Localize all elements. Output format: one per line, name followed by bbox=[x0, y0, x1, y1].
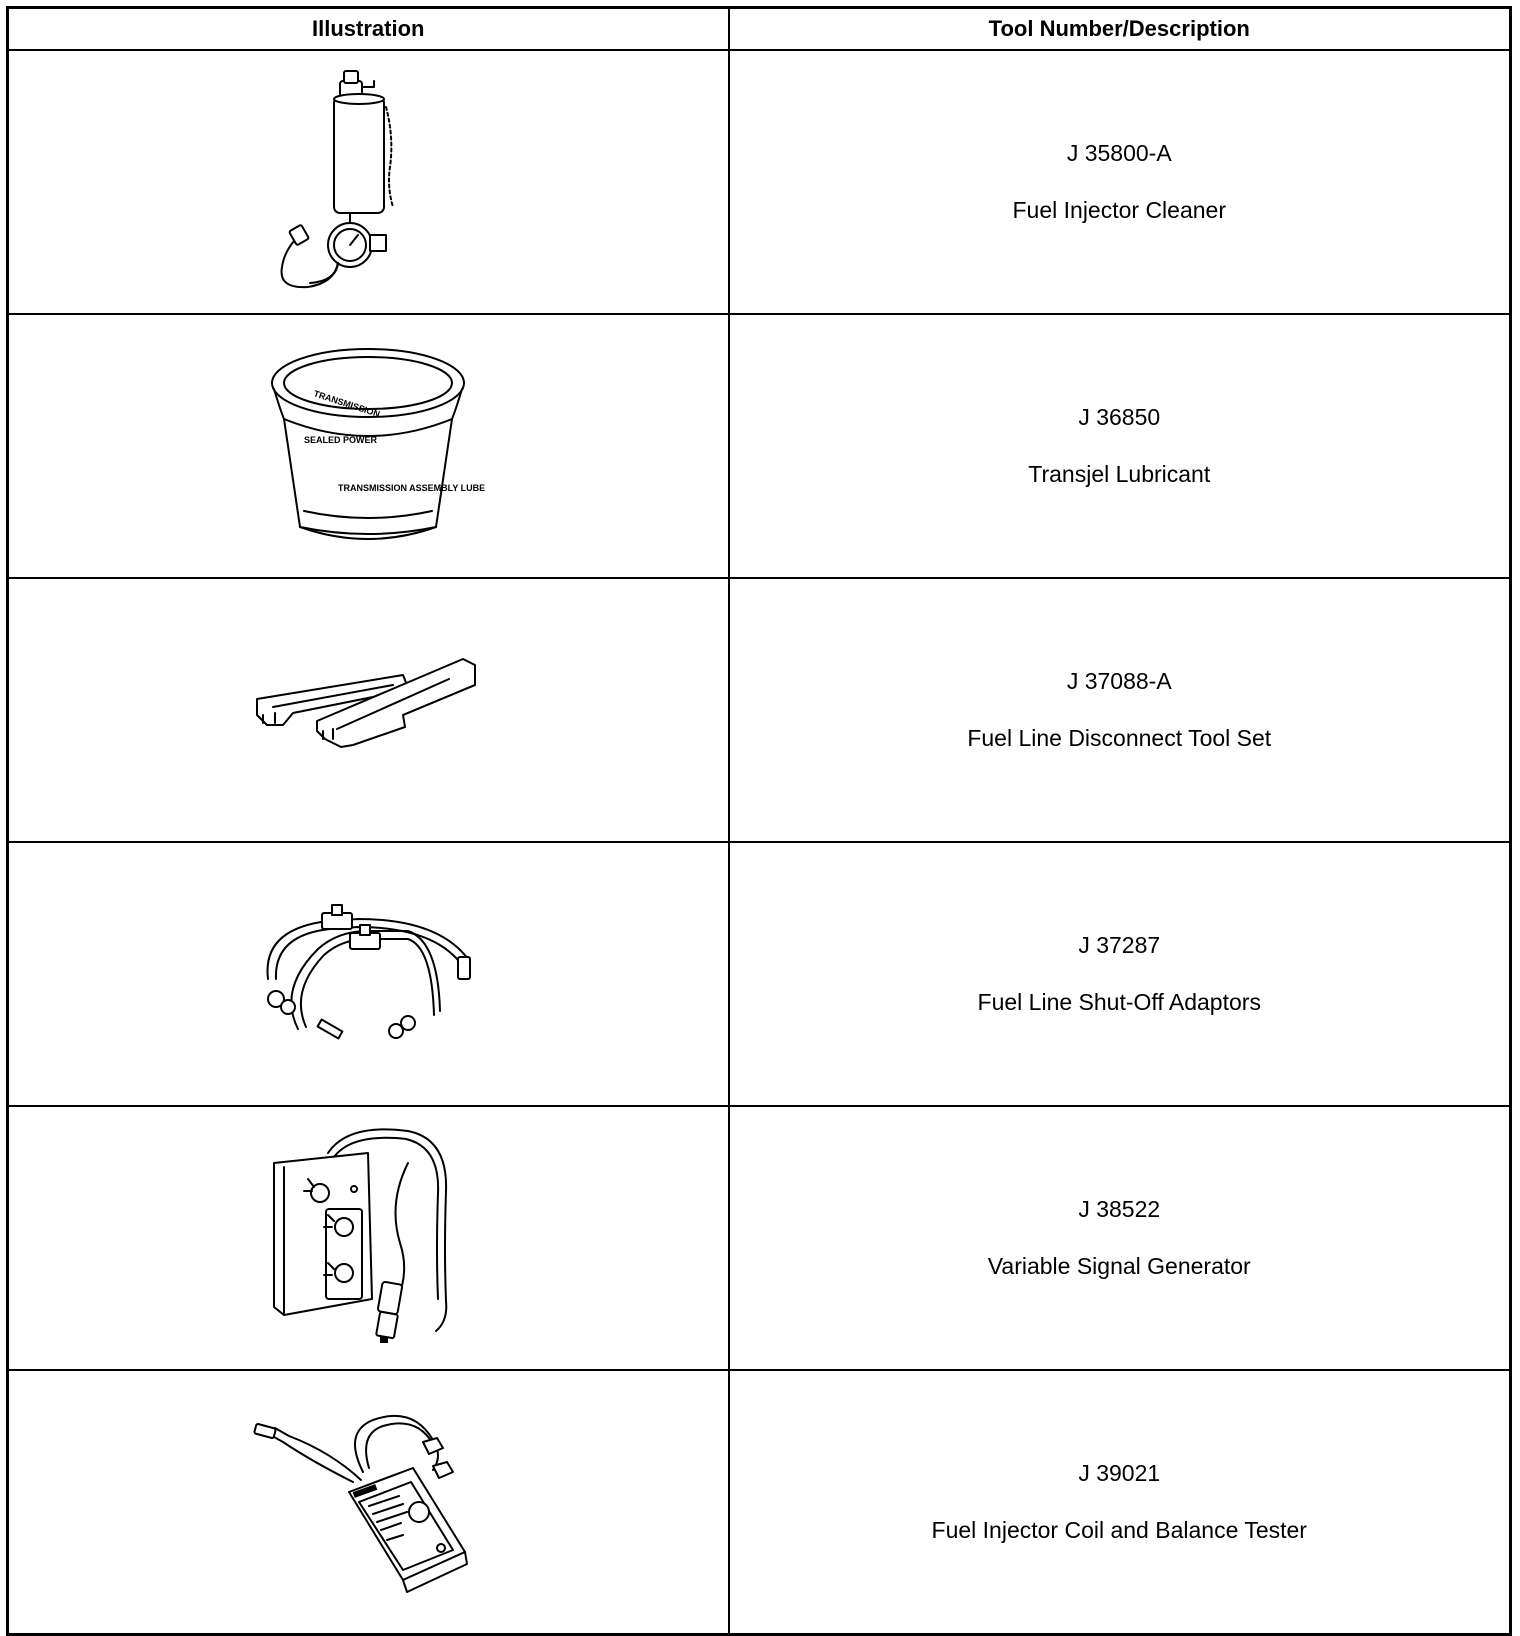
tool-description: Variable Signal Generator bbox=[987, 1253, 1251, 1279]
special-tools-table bbox=[6, 6, 1512, 1636]
tool-number: J 36850 bbox=[1078, 404, 1161, 430]
tool-number: J 37287 bbox=[1078, 932, 1161, 958]
table-row bbox=[8, 1106, 1511, 1370]
table-row bbox=[8, 842, 1511, 1106]
lubricant-brand-label: SEALED POWER bbox=[304, 435, 378, 445]
illustration-cell bbox=[8, 314, 729, 578]
tool-description: Fuel Line Disconnect Tool Set bbox=[967, 725, 1272, 751]
illustration-cell bbox=[8, 1106, 729, 1370]
tool-description: Fuel Line Shut-Off Adaptors bbox=[977, 989, 1261, 1015]
tool-number: J 35800-A bbox=[1066, 140, 1172, 166]
tool-column-header: Tool Number/Description bbox=[729, 8, 1511, 51]
illustration-cell bbox=[8, 578, 729, 842]
illustration-cell bbox=[8, 842, 729, 1106]
table-row bbox=[8, 1370, 1511, 1635]
tool-description: Fuel Injector Cleaner bbox=[1012, 197, 1226, 223]
tool-description-cell bbox=[729, 50, 1511, 314]
tool-description-cell bbox=[729, 314, 1511, 578]
tool-number: J 39021 bbox=[1078, 1460, 1161, 1486]
tool-description-cell bbox=[729, 1370, 1511, 1635]
transjel-lubricant-tub-illustration bbox=[268, 341, 486, 551]
fuel-line-disconnect-tool-set-illustration bbox=[253, 655, 483, 765]
fuel-injector-coil-balance-tester-illustration bbox=[253, 1402, 483, 1602]
table-row bbox=[8, 314, 1511, 578]
illustration-cell bbox=[8, 50, 729, 314]
table-header-row bbox=[8, 8, 1511, 51]
tool-number: J 37088-A bbox=[1066, 668, 1172, 694]
tool-description: Transjel Lubricant bbox=[1028, 461, 1211, 487]
illustration-column-header: Illustration bbox=[8, 8, 729, 51]
fuel-injector-cleaner-illustration bbox=[278, 67, 458, 297]
table-row bbox=[8, 578, 1511, 842]
variable-signal-generator-illustration bbox=[268, 1123, 468, 1353]
tool-description-cell bbox=[729, 842, 1511, 1106]
tool-description: Fuel Injector Coil and Balance Tester bbox=[931, 1517, 1307, 1543]
tool-description-cell bbox=[729, 1106, 1511, 1370]
tool-description-cell bbox=[729, 578, 1511, 842]
tool-number: J 38522 bbox=[1078, 1196, 1161, 1222]
lubricant-lid-label: TRANSMISSION bbox=[312, 388, 382, 420]
table-row bbox=[8, 50, 1511, 314]
lubricant-contents-label: TRANSMISSION ASSEMBLY LUBE bbox=[338, 483, 486, 493]
illustration-cell bbox=[8, 1370, 729, 1635]
fuel-line-shut-off-adaptors-illustration bbox=[258, 899, 478, 1049]
